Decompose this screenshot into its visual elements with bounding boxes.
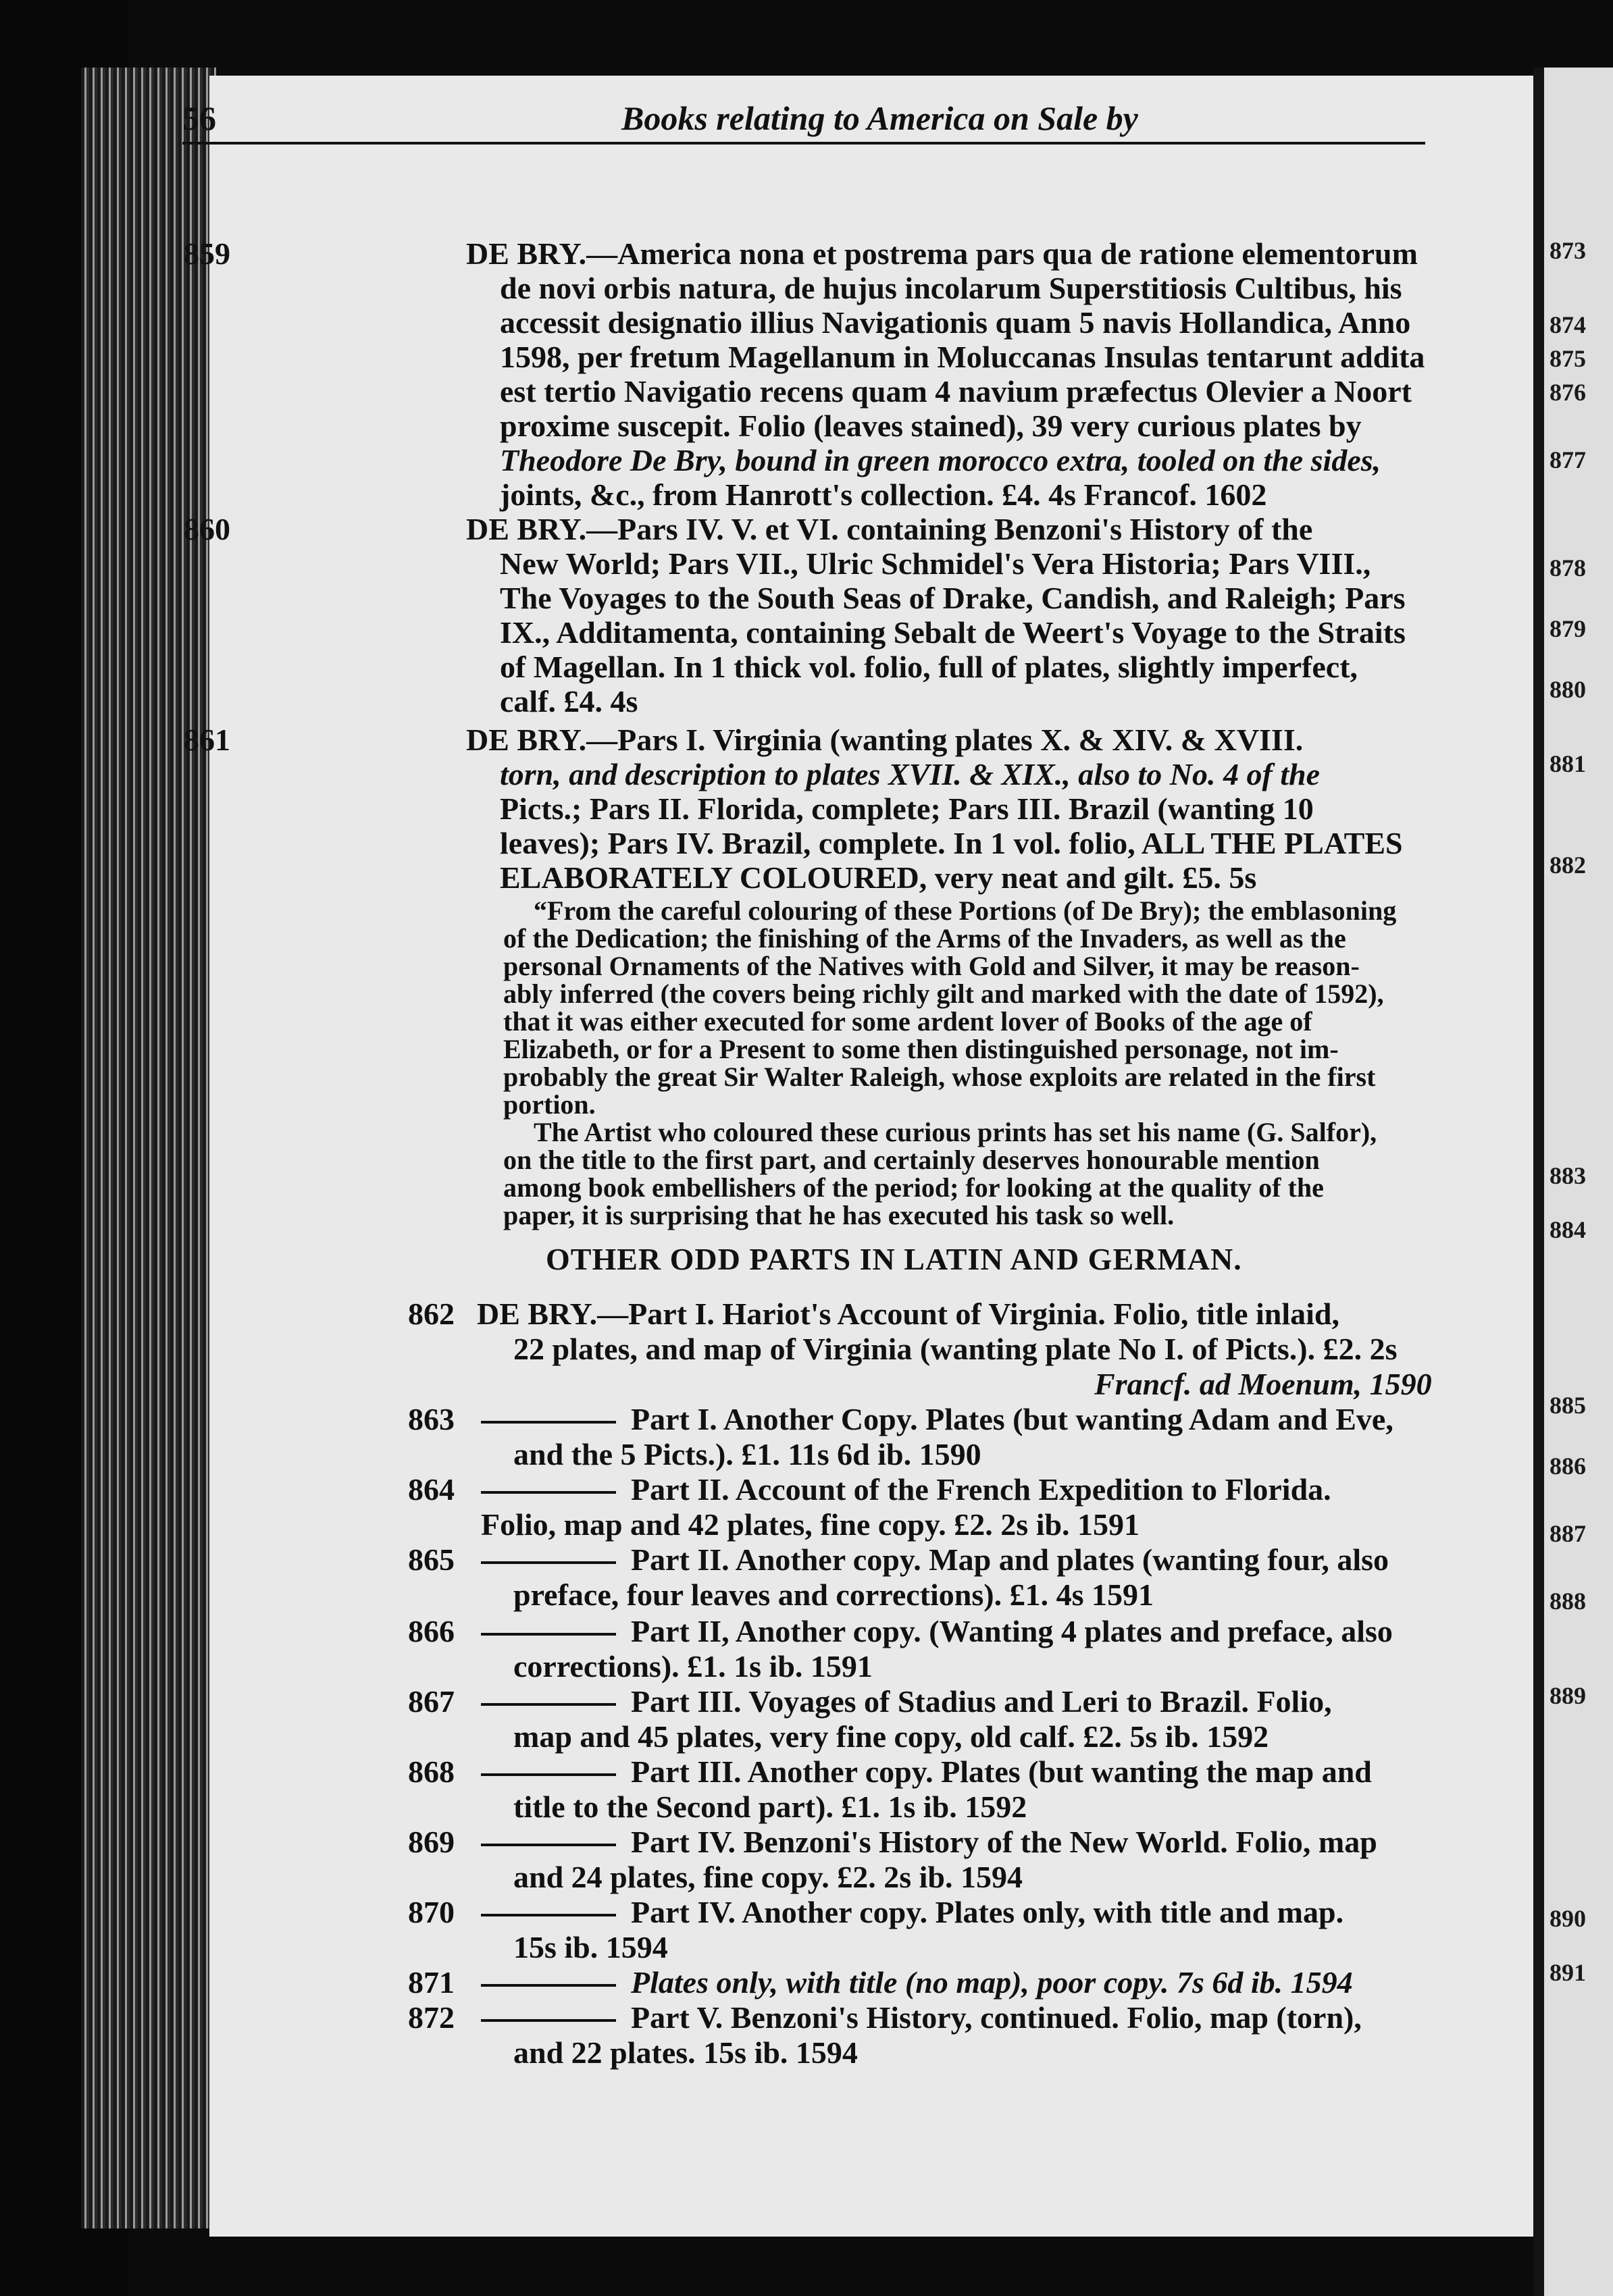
page-edges <box>81 68 216 2228</box>
facing-page-entry-number: 876 <box>1550 379 1586 406</box>
entry-line: DE BRY.—Pars I. Virginia (wanting plates X. & XIV. & XVIII. <box>466 723 1304 757</box>
ditto-rule <box>481 1703 616 1706</box>
facing-page-entry-number: 873 <box>1550 237 1586 264</box>
entry-line <box>481 1896 1343 1929</box>
facing-page-entry-number: 888 <box>1550 1588 1586 1615</box>
entry-line: map and 45 plates, very fine copy, old calf. £2. 5s ib. 1592 <box>513 1719 1269 1754</box>
entry-line: corrections). £1. 1s ib. 1591 <box>513 1649 873 1684</box>
entry-line: calf. £4. 4s <box>500 684 638 719</box>
entry-number: 861 <box>184 723 230 757</box>
quote-line: of the Dedication; the finishing of the Arms of the Invaders, as well as the <box>503 923 1346 954</box>
entry-line: Folio, map and 42 plates, fine copy. £2. 2s ib. 1591 <box>481 1507 1140 1542</box>
facing-page-entry-number: 874 <box>1550 311 1586 338</box>
entry-number: 865 <box>408 1542 455 1577</box>
running-title: Books relating to America on Sale by <box>621 99 1138 137</box>
entry-line <box>481 1544 1389 1576</box>
ditto-rule <box>481 1491 616 1494</box>
quote-line: portion. <box>503 1089 596 1120</box>
page-header <box>182 99 1425 146</box>
entry-number: 868 <box>408 1754 455 1789</box>
entry-number: 862 <box>408 1297 455 1331</box>
entry-line <box>481 1756 1372 1788</box>
entry-number: 872 <box>408 2000 455 2035</box>
quote-line: that it was either executed for some ardent lover of Books of the age of <box>503 1006 1312 1037</box>
facing-page-entry-number: 889 <box>1550 1682 1586 1709</box>
quote-line: probably the great Sir Walter Raleigh, whose exploits are related in the first <box>503 1062 1376 1092</box>
facing-page-entry-number: 887 <box>1550 1520 1586 1547</box>
entry-line: of Magellan. In 1 thick vol. folio, full of plates, slightly imperfect, <box>500 650 1358 684</box>
entry-line: New World; Pars VII., Ulric Schmidel's Vera Historia; Pars VIII., <box>500 546 1371 581</box>
entry-line <box>481 1615 1393 1648</box>
entry-line <box>481 1966 1353 1999</box>
entry-line: The Voyages to the South Seas of Drake, Candish, and Raleigh; Pars <box>500 581 1406 615</box>
facing-page-entry-number: 883 <box>1550 1162 1586 1189</box>
entry-text: Part V. Benzoni's History, continued. Folio, map (torn), <box>631 2000 1362 2035</box>
entry-text: Plates only, with title (no map), poor copy. 7s 6d ib. 1594 <box>631 1965 1353 2000</box>
entry-line: DE BRY.—Part I. Hariot's Account of Virginia. Folio, title inlaid, <box>477 1297 1340 1331</box>
facing-page-entry-number: 877 <box>1550 446 1586 473</box>
entry-line: accessit designatio illius Navigationis quam 5 navis Hollandica, Anno <box>500 305 1411 340</box>
ditto-rule <box>481 1633 616 1636</box>
entry-text: Part I. Another Copy. Plates (but wanting Adam and Eve, <box>631 1402 1393 1436</box>
entry-text: Part IV. Benzoni's History of the New World. Folio, map <box>631 1825 1377 1859</box>
entry-text: Part II. Another copy. Map and plates (wanting four, also <box>631 1542 1389 1577</box>
entry-number: 867 <box>408 1684 455 1719</box>
quote-line: The Artist who coloured these curious prints has set his name (G. Salfor), <box>534 1117 1377 1147</box>
entry-line: DE BRY.—Pars IV. V. et VI. containing Benzoni's History of the <box>466 512 1313 546</box>
entry-line: Picts.; Pars II. Florida, complete; Pars III. Brazil (wanting 10 <box>500 791 1314 826</box>
facing-page-entry-number: 884 <box>1550 1216 1586 1243</box>
entry-line: joints, &c., from Hanrott's collection. £4. 4s Francof. 1602 <box>500 477 1267 512</box>
quote-line: personal Ornaments of the Natives with Gold and Silver, it may be reason- <box>503 951 1360 981</box>
facing-page-entry-number: 886 <box>1550 1453 1586 1480</box>
facing-page-entry-number: 890 <box>1550 1905 1586 1932</box>
facing-page-entry-number: 891 <box>1550 1959 1586 1986</box>
entry-line: DE BRY.—America nona et postrema pars qua de ratione elementorum <box>466 236 1418 271</box>
entry-number: 866 <box>408 1614 455 1648</box>
entry-line: and the 5 Picts.). £1. 11s 6d ib. 1590 <box>513 1437 981 1471</box>
entry-number: 870 <box>408 1895 455 1929</box>
entry-number: 869 <box>408 1825 455 1859</box>
page-number: 56 <box>182 99 216 137</box>
ditto-rule <box>481 1844 616 1846</box>
entry-line: de novi orbis natura, de hujus incolarum Superstitiosis Cultibus, his <box>500 271 1402 305</box>
quote-line: Elizabeth, or for a Present to some then distinguished personage, not im- <box>503 1034 1339 1064</box>
ditto-rule <box>481 1773 616 1776</box>
entry-line: title to the Second part). £1. 1s ib. 1592 <box>513 1790 1027 1824</box>
entry-line: ELABORATELY COLOURED, very neat and gilt. £5. 5s <box>500 860 1257 895</box>
quote-line: on the title to the first part, and certainly deserves honourable mention <box>503 1145 1320 1175</box>
entry-number: 871 <box>408 1965 455 2000</box>
entry-line: preface, four leaves and corrections). £1. 4s 1591 <box>513 1577 1154 1612</box>
quote-line: among book embellishers of the period; for looking at the quality of the <box>503 1172 1324 1203</box>
entry-line: 1598, per fretum Magellanum in Moluccanas Insulas tentarunt addita <box>500 340 1425 374</box>
ditto-rule <box>481 1421 616 1424</box>
ditto-rule <box>481 2019 616 2022</box>
facing-page-entry-number: 882 <box>1550 852 1586 879</box>
facing-page-entry-number: 879 <box>1550 615 1586 642</box>
quote-line: “From the careful colouring of these Portions (of De Bry); the emblasoning <box>534 895 1397 926</box>
entry-text: Part III. Voyages of Stadius and Leri to Brazil. Folio, <box>631 1684 1332 1719</box>
entry-line <box>481 2002 1362 2034</box>
entry-line: 15s ib. 1594 <box>513 1930 668 1964</box>
entry-line: proxime suscepit. Folio (leaves stained), 39 very curious plates by <box>500 409 1362 443</box>
facing-page-entry-number: 875 <box>1550 345 1586 372</box>
entry-number: 860 <box>184 512 230 546</box>
entry-line: IX., Additamenta, containing Sebalt de Weert's Voyage to the Straits <box>500 615 1406 650</box>
entry-line: torn, and description to plates XVII. & XIX., also to No. 4 of the <box>500 757 1321 791</box>
entry-line: 22 plates, and map of Virginia (wanting plate No I. of Picts.). £2. 2s <box>513 1332 1398 1366</box>
header-rule <box>182 142 1425 145</box>
entry-line: and 22 plates. 15s ib. 1594 <box>513 2035 858 2070</box>
entry-line <box>481 1473 1331 1506</box>
entry-line: and 24 plates, fine copy. £2. 2s ib. 1594 <box>513 1860 1023 1894</box>
entry-text: Part II. Account of the French Expedition to Florida. <box>631 1472 1331 1507</box>
facing-page-entry-number: 885 <box>1550 1392 1586 1419</box>
ditto-rule <box>481 1914 616 1916</box>
entry-number: 864 <box>408 1472 455 1507</box>
ditto-rule <box>481 1984 616 1987</box>
entry-line <box>481 1686 1332 1718</box>
entry-text: Part III. Another copy. Plates (but wanting the map and <box>631 1754 1372 1789</box>
quote-line: ably inferred (the covers being richly gilt and marked with the date of 1592), <box>503 979 1384 1009</box>
facing-page-entry-number: 881 <box>1550 750 1586 777</box>
entry-number: 863 <box>408 1402 455 1436</box>
entry-number: 859 <box>184 236 230 271</box>
entry-line: Theodore De Bry, bound in green morocco extra, tooled on the sides, <box>500 443 1381 477</box>
entry-line: Francf. ad Moenum, 1590 <box>1094 1367 1432 1401</box>
entry-line <box>481 1403 1393 1436</box>
quote-line: paper, it is surprising that he has executed his task so well. <box>503 1200 1175 1230</box>
entry-line <box>481 1826 1377 1858</box>
facing-page-entry-number: 880 <box>1550 676 1586 703</box>
entry-text: Part IV. Another copy. Plates only, with title and map. <box>631 1895 1344 1929</box>
facing-page-entry-number: 878 <box>1550 554 1586 581</box>
entry-line: est tertio Navigatio recens quam 4 navium præfectus Olevier a Noort <box>500 374 1412 409</box>
section-heading: OTHER ODD PARTS IN LATIN AND GERMAN. <box>546 1242 1242 1276</box>
entry-line: leaves); Pars IV. Brazil, complete. In 1 vol. folio, ALL THE PLATES <box>500 826 1403 860</box>
facing-page-edge <box>1533 68 1613 2296</box>
entry-text: Part II, Another copy. (Wanting 4 plates and preface, also <box>631 1614 1393 1648</box>
ditto-rule <box>481 1561 616 1564</box>
